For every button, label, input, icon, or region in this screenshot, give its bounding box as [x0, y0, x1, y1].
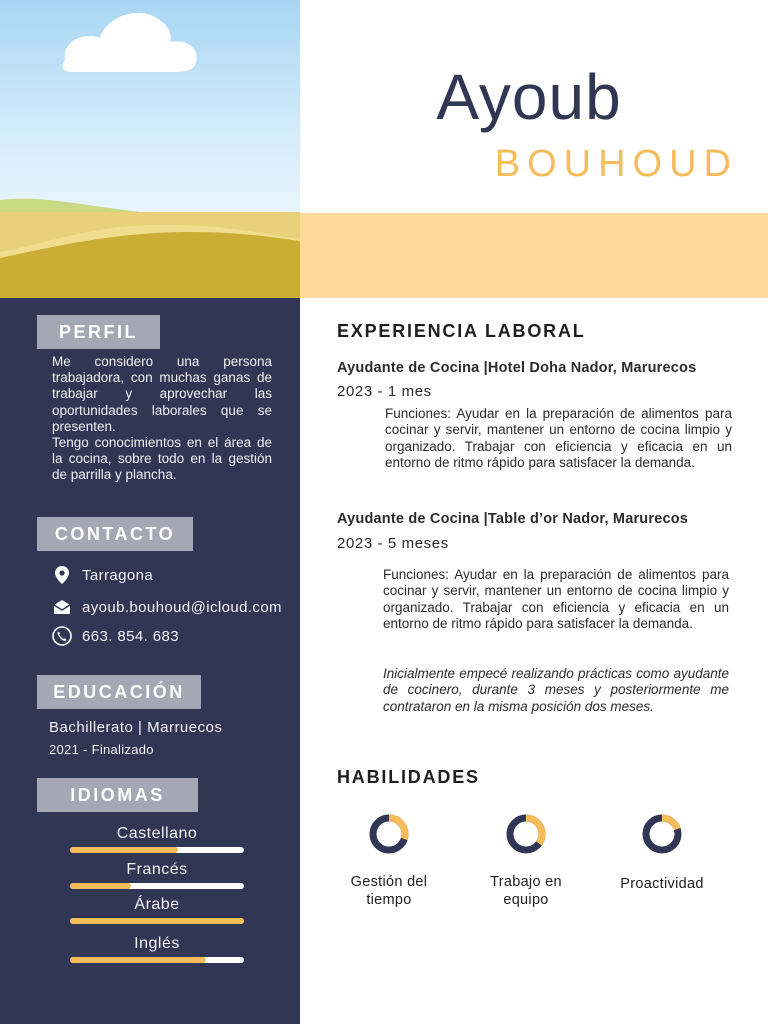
- language-level-fill: [70, 918, 244, 924]
- envelope-icon: [52, 597, 72, 617]
- skills-heading: HABILIDADES: [337, 767, 480, 787]
- language-level-bar: [70, 883, 244, 889]
- contact-email[interactable]: [52, 597, 282, 617]
- language-level-fill: [70, 883, 131, 889]
- contact-heading: CONTACTO: [37, 517, 193, 551]
- language-item: [70, 896, 244, 924]
- skill-label: Proactividad: [620, 876, 704, 892]
- language-level-fill: [70, 847, 178, 853]
- skill-item: [602, 813, 722, 893]
- last-name: BOUHOUD: [494, 143, 738, 185]
- job-title: Ayudante de Cocina |Hotel Doha Nador, Marurecos: [337, 360, 697, 376]
- contact-location: [52, 565, 153, 585]
- skill-donut: [368, 813, 410, 855]
- job-note: Inicialmente empecé realizando prácticas como ayudante de cocinero, durante 3 meses y posteriormente me contrataron en la misma posición dos meses.: [383, 666, 729, 714]
- language-name: Castellano: [116, 825, 198, 842]
- skill-donut: [641, 813, 683, 855]
- job-title: Ayudante de Cocina |Table d’or Nador, Marurecos: [337, 511, 689, 527]
- experience-heading: EXPERIENCIA LABORAL: [337, 321, 586, 341]
- location-text: Tarragona: [82, 566, 154, 584]
- profile-paragraph-1: Me considero una persona trabajadora, con muchas ganas de trabajar y aprovechar las oportunidades laborales que se presenten.: [52, 354, 272, 434]
- contact-phone[interactable]: [52, 626, 179, 646]
- language-level-bar: [70, 847, 244, 853]
- language-level-bar: [70, 918, 244, 924]
- accent-band: [300, 213, 768, 298]
- language-level-bar: [70, 957, 244, 963]
- profile-summary: [52, 354, 272, 484]
- job-date: 2023 - 1 mes: [337, 383, 432, 400]
- email-text[interactable]: ayoub.bouhoud@icloud.com: [82, 598, 282, 616]
- skill-item: [466, 813, 586, 909]
- education-status: 2021 - Finalizado: [49, 742, 154, 757]
- skill-label: Trabajo en equipo: [490, 874, 562, 908]
- cloud-icon: [62, 13, 196, 72]
- phone-text[interactable]: 663. 854. 683: [82, 627, 179, 645]
- sidebar: [0, 298, 300, 1024]
- languages-heading: IDIOMAS: [37, 778, 198, 812]
- language-name: Francés: [126, 861, 188, 878]
- language-item: [70, 825, 244, 853]
- phone-icon: [52, 626, 72, 646]
- job-date: 2023 - 5 meses: [337, 535, 449, 552]
- job-description: Funciones: Ayudar en la preparación de alimentos para cocinar y servir, mantener un entorno de cocina limpio y organizado. Trabajar con eficiencia y eficacia en un entorno de ritmo rápido para satisfacer la demanda.: [383, 567, 729, 631]
- job-description: Funciones: Ayudar en la preparación de alimentos para cocinar y servir, mantener un entorno de cocina limpio y organizado. Trabajar con eficiencia y eficacia en un entorno de ritmo rápido para satisfacer la demanda.: [385, 406, 732, 470]
- first-name: Ayoub: [436, 61, 622, 133]
- profile-heading: PERFIL: [37, 315, 160, 349]
- education-degree: Bachillerato | Marruecos: [49, 719, 223, 736]
- language-item: [70, 861, 244, 889]
- skill-item: [329, 813, 449, 909]
- language-item: [70, 935, 244, 963]
- education-heading: EDUCACIÓN: [37, 675, 201, 709]
- language-name: Árabe: [134, 896, 180, 913]
- location-pin-icon: [52, 565, 72, 585]
- language-name: Inglés: [134, 935, 180, 952]
- skill-label: Gestión del tiempo: [350, 874, 428, 908]
- profile-paragraph-2: Tengo conocimientos en el área de la cocina, sobre todo en la gestión de parrilla y plancha.: [52, 435, 272, 483]
- skill-donut: [505, 813, 547, 855]
- language-level-fill: [70, 957, 206, 963]
- landscape-illustration: [0, 0, 300, 298]
